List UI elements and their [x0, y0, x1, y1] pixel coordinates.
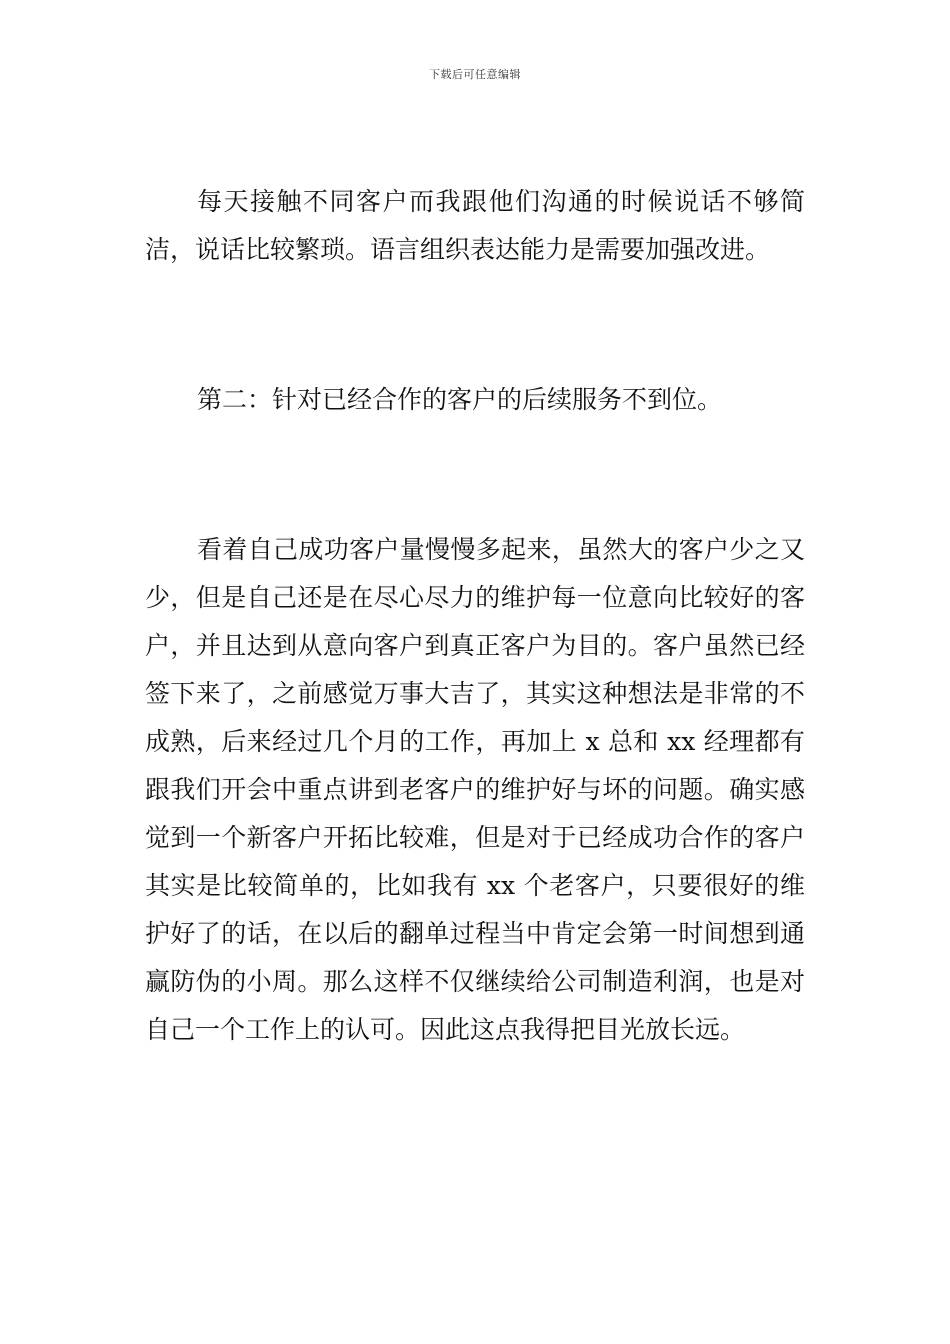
- paragraph-communication: 每天接触不同客户而我跟他们沟通的时候说话不够简洁，说话比较繁琐。语言组织表达能力是需要加强改进。: [145, 187, 805, 264]
- paragraph-client-maintenance: 看着自己成功客户量慢慢多起来，虽然大的客户少之又少，但是自己还是在尽心尽力的维护每一位意向比较好的客户，并且达到从意向客户到真正客户为目的。客户虽然已经签下来了，之前感觉万事大吉了，其实这种想法是非常的不成熟，后来经过几个月的工作，再加上 x 总和 xx 经理都有跟我们开会中重点讲到老客户的维护好与坏的问题。确实感觉到一个新客户开拓比较难，但是对于已经成功合作的客户其实是比较简单的，比如我有 xx 个老客户，只要很好的维护好了的话，在以后的翻单过程当中肯定会第一时间想到通赢防伪的小周。那么这样不仅继续给公司制造利润，也是对自己一个工作上的认可。因此这点我得把目光放长远。: [145, 535, 805, 1044]
- paragraph-second-point: 第二：针对已经合作的客户的后续服务不到位。: [197, 385, 723, 414]
- header-note: 下载后可任意编辑: [429, 68, 521, 81]
